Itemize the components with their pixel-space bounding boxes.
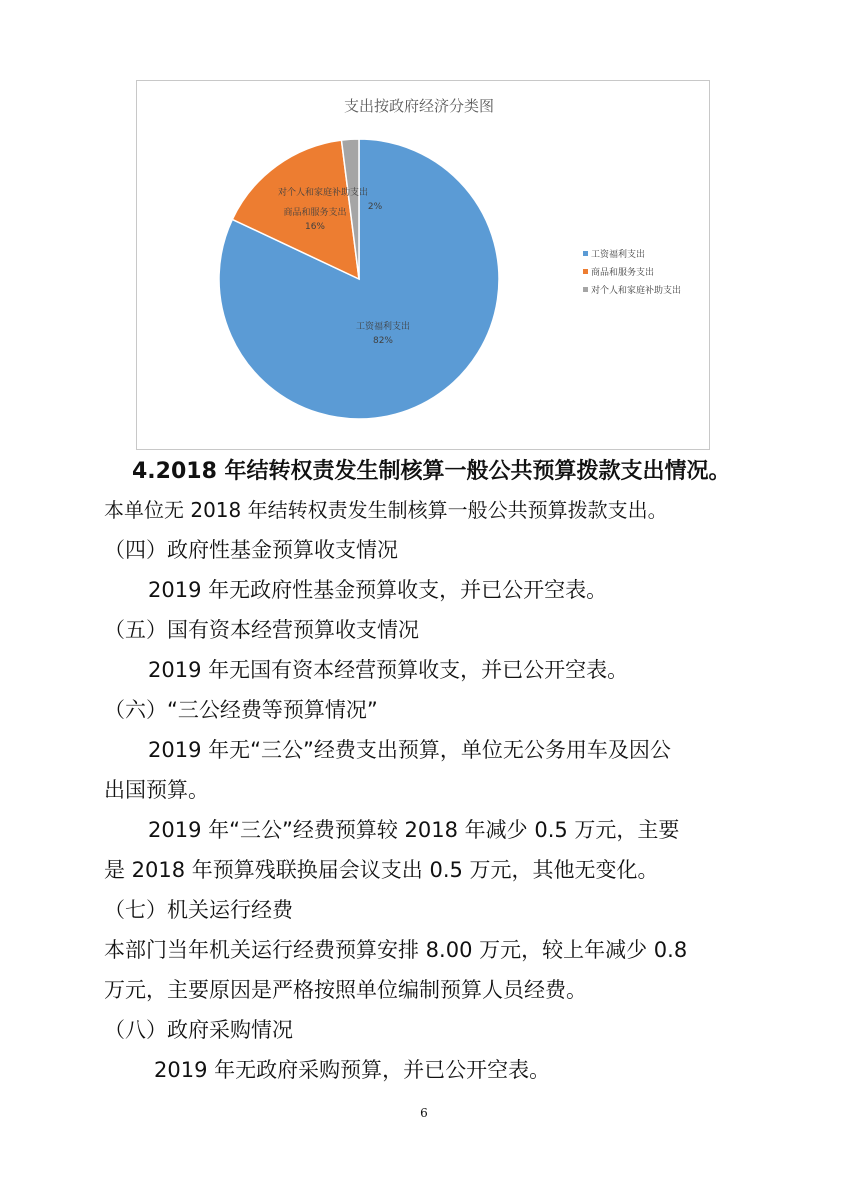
paragraph-three-public-1: 2019 年无“三公”经费支出预算，单位无公务用车及因公 <box>148 738 671 762</box>
paragraph-gov-fund: 2019 年无政府性基金预算收支，并已公开空表。 <box>148 578 608 602</box>
pie-chart-canvas <box>137 81 709 449</box>
legend-swatch <box>583 287 588 292</box>
heading-org-operation: （七）机关运行经费 <box>104 898 293 922</box>
legend-label: 对个人和家庭补助支出 <box>591 286 682 296</box>
legend-swatch <box>583 251 588 256</box>
slice-label: 对个人和家庭补助支出 <box>277 188 369 198</box>
pie-chart <box>136 80 710 450</box>
heading-procurement: （八）政府采购情况 <box>104 1018 293 1042</box>
heading-state-capital: （五）国有资本经营预算收支情况 <box>104 618 419 642</box>
slice-label: 商品和服务支出 <box>283 208 347 218</box>
paragraph-three-public-2-cont: 是 2018 年预算残联换届会议支出 0.5 万元，其他无变化。 <box>104 858 659 882</box>
paragraph-three-public-1-cont: 出国预算。 <box>104 778 209 802</box>
legend-label: 工资福利支出 <box>591 250 646 260</box>
slice-label: 工资福利支出 <box>355 322 411 332</box>
paragraph-org-operation-cont: 万元，主要原因是严格按照单位编制预算人员经费。 <box>104 978 587 1002</box>
paragraph-three-public-2: 2019 年“三公”经费预算较 2018 年减少 0.5 万元，主要 <box>148 818 680 842</box>
heading-gov-fund: （四）政府性基金预算收支情况 <box>104 538 398 562</box>
slice-percent-label: 82% <box>372 336 394 346</box>
page-number: 6 <box>420 1106 428 1120</box>
heading-three-public: （六）“三公经费等预算情况” <box>104 698 378 722</box>
paragraph-state-capital: 2019 年无国有资本经营预算收支，并已公开空表。 <box>148 658 629 682</box>
slice-percent-label: 2% <box>367 202 383 212</box>
section-heading-4: 4.2018 年结转权责发生制核算一般公共预算拨款支出情况。 <box>132 459 731 484</box>
legend-label: 商品和服务支出 <box>591 268 655 278</box>
slice-percent-label: 16% <box>304 222 326 232</box>
legend-swatch <box>583 269 588 274</box>
paragraph-procurement: 2019 年无政府采购预算，并已公开空表。 <box>154 1058 551 1082</box>
chart-title: 支出按政府经济分类图 <box>343 97 495 115</box>
paragraph-4: 本单位无 2018 年结转权责发生制核算一般公共预算拨款支出。 <box>104 498 668 522</box>
paragraph-org-operation: 本部门当年机关运行经费预算安排 8.00 万元，较上年减少 0.8 <box>104 938 688 962</box>
